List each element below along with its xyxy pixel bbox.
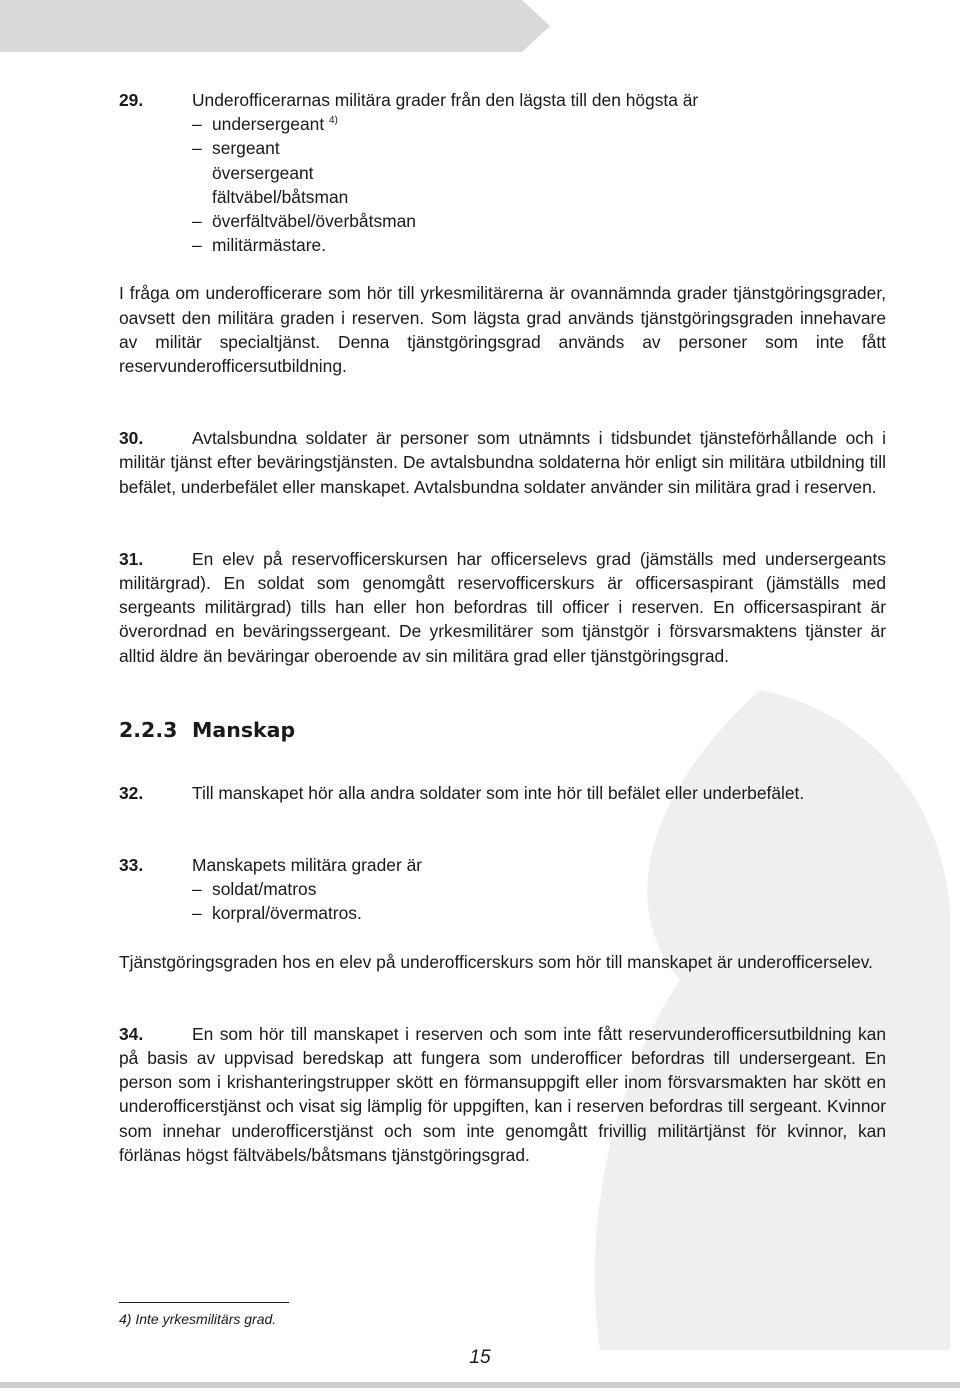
- heading-number: 2.2.3: [119, 717, 178, 742]
- section-text: Underofficerarnas militära grader från den lägsta till den högsta är: [192, 90, 699, 110]
- document-body: [119, 88, 886, 1167]
- heading-title: Manskap: [192, 717, 296, 742]
- section-text: En elev på reservofficerskursen har officerselevs grad (jämställs med undersergeants militärgrad). En soldat som genomgått reservofficerskurs är officersaspirant (jämställs med sergeants militärgrad) tills han eller hon befordras till officer i reserven. En officersaspirant är överordnad en beväringssergeant. De yrkesmilitärer som tjänstgör i försvarsmaktens tjänster är alltid äldre än beväringar oberoende av sin militära grad eller tjänstgöringsgrad.: [119, 548, 886, 666]
- rank-list: [119, 877, 886, 925]
- section-31: [119, 547, 886, 668]
- list-item: – militärmästare.: [192, 233, 886, 257]
- footnote-divider: [119, 1302, 289, 1303]
- footer-band: [0, 1382, 960, 1388]
- footnote-reference: 4): [329, 115, 338, 127]
- footnote: 4) Inte yrkesmilitärs grad.: [119, 1311, 277, 1327]
- section-text: Till manskapet hör alla andra soldater som inte hör till befälet eller underbefälet.: [192, 782, 805, 803]
- header-band: [0, 0, 550, 52]
- list-item: – korpral/övermatros.: [192, 901, 886, 925]
- section-number: 31.: [119, 548, 144, 569]
- list-item: – undersergeant $^{4)}$: [192, 112, 886, 136]
- section-text: En som hör till manskapet i reserven och som inte fått reservunderofficersutbildning kan på basis av uppvisad beredskap att fungera som underofficer befordras till undersergeant. En person som i krishanteringstrupper skött en förmansuppgift eller inom försvarsmakten har skött en underofficerstjänst och visat sig lämplig för uppgiften, kan i reserven befordras till sergeant. Kvinnor som innehar underofficerstjänst och som inte genomgått frivillig militärtjänst för kvinnor, kan förlänas högst fältväbels/båtsmans tjänstgöringsgrad.: [119, 1023, 886, 1165]
- list-item: översergeant: [212, 162, 314, 183]
- list-item: – sergeant: [192, 136, 886, 160]
- list-item: – överfältväbel/överbåtsman: [192, 209, 886, 233]
- section-29-intro: [119, 88, 886, 112]
- section-number: 33.: [119, 855, 144, 876]
- section-number: 30.: [119, 428, 144, 449]
- rank-list: [119, 112, 886, 257]
- section-number: 34.: [119, 1023, 144, 1044]
- section-number: 32.: [119, 782, 144, 803]
- section-30: [119, 426, 886, 499]
- section-text: Avtalsbundna soldater är personer som utnämnts i tidsbundet tjänsteförhållande och i militär tjänst efter beväringstjänsten. De avtalsbundna soldaterna hör enligt sin militära utbildning till befälet, underbefälet eller manskapet. Avtalsbundna soldater använder sin militära grad i reserven.: [119, 428, 886, 497]
- section-32: [119, 781, 886, 805]
- section-33-paragraph: Tjänstgöringsgraden hos en elev på underofficerskurs som hör till manskapet är underofficerselev.: [119, 951, 873, 972]
- section-text: Manskapets militära grader är: [192, 855, 423, 876]
- section-number: 29.: [119, 90, 144, 110]
- section-33-intro: [119, 853, 886, 877]
- section-34: [119, 1022, 886, 1167]
- section-29-paragraph: I fråga om underofficerare som hör till yrkesmilitärerna är ovannämnda grader tjänstgöringsgrader, oavsett den militära graden i reserven. Som lägsta grad används tjänstgöringsgraden innehavare av militär specialtjänst. Denna tjänstgöringsgrad används av personer som inte fått reservunderofficersutbildning.: [119, 283, 886, 377]
- list-item: fältväbel/båtsman: [212, 186, 349, 207]
- section-heading: [119, 716, 886, 744]
- list-item: – soldat/matros: [192, 877, 886, 901]
- page-number: 15: [469, 1347, 491, 1368]
